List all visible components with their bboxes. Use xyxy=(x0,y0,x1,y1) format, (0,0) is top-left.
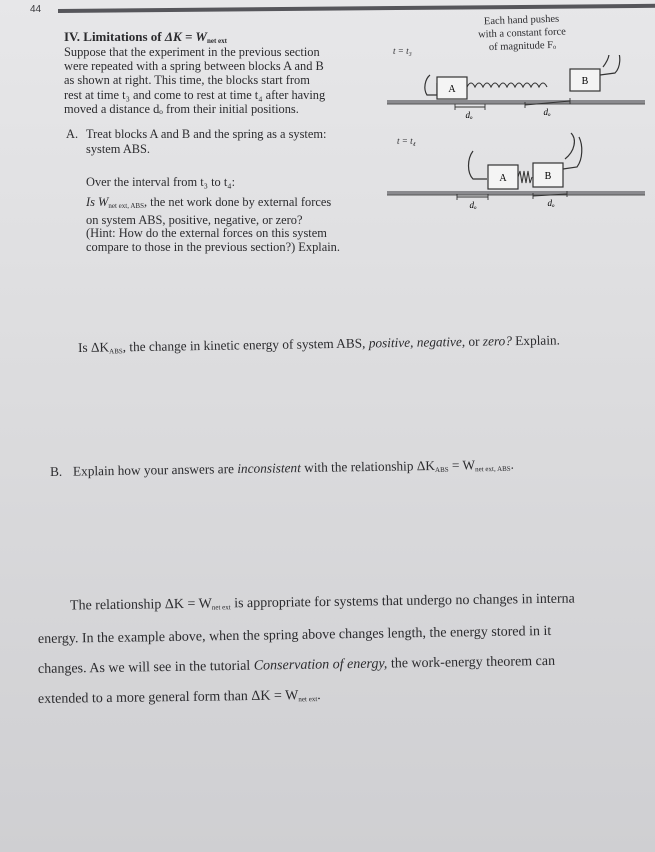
summary-l4-start: extended to a more general form than ΔK = W xyxy=(37,688,299,707)
q1-symbol: Is W xyxy=(86,195,109,209)
intro-line: were repeated with a spring between blocks A and B xyxy=(64,59,324,74)
summary-l3-emph: Conservation of energy, xyxy=(253,656,388,674)
part-b-sub1: ABS xyxy=(434,465,449,474)
intro-line: as shown at right. This time, the blocks start from xyxy=(64,73,310,88)
part-a-line: Treat blocks A and B and the spring as a system: xyxy=(86,127,327,141)
question-kinetic-energy xyxy=(78,332,560,356)
question-line: Is $W_{net ext, ABS}$, the net work done by external forces xyxy=(86,195,332,210)
table-surface-bottom xyxy=(387,191,645,195)
time-label-top: t = t₃ xyxy=(393,46,412,56)
part-b-mid: with the relationship ΔK xyxy=(300,457,436,476)
left-hand-icon xyxy=(425,75,437,95)
block-b-label: B xyxy=(581,76,589,87)
caption-line: Each hand pushes xyxy=(483,13,560,28)
q2-emph: positive, negative, xyxy=(368,333,466,351)
q1-sub: net ext, ABS xyxy=(108,202,144,210)
part-a-line: system ABS. xyxy=(86,141,151,156)
q2-prefix: Is ΔK xyxy=(77,339,110,355)
right-hand-icon xyxy=(600,55,620,75)
block-b-label: B xyxy=(544,171,552,182)
question-line: on system ABS, positive, negative, or zero? xyxy=(86,212,303,227)
distance-label: dₒ xyxy=(465,110,473,120)
summary-l4-sub: net ext xyxy=(298,695,318,704)
part-b-label: B. xyxy=(49,463,63,479)
part-a-prompt xyxy=(86,127,326,156)
top-scene xyxy=(387,55,645,120)
caption-line: of magnitude Fₒ xyxy=(488,39,557,54)
q2-zero: zero? xyxy=(482,333,513,349)
q1-line-0: the net work done by external forces xyxy=(150,195,332,209)
q2-end: Explain. xyxy=(511,332,561,349)
summary-line xyxy=(38,678,575,718)
summary-l3-end: the work-energy theorem can xyxy=(387,653,556,672)
summary-paragraph xyxy=(38,592,575,718)
right-hand-icon xyxy=(563,133,582,169)
section-title-equation: ΔK = W xyxy=(164,29,207,44)
summary-l4-end: . xyxy=(317,688,321,704)
part-b-emph: inconsistent xyxy=(237,460,301,477)
block-a-label: A xyxy=(448,84,456,95)
part-b-start: Explain how your answers are xyxy=(72,461,238,479)
summary-l1-end: is appropriate for systems that undergo no changes in interna xyxy=(230,591,575,612)
q2-sub: ABS xyxy=(109,347,123,356)
question-line: (Hint: How do the external forces on this system xyxy=(86,226,327,241)
intro-line: rest at time t₃ and come to rest at time t₄ after having xyxy=(64,87,326,102)
intro-paragraph xyxy=(64,45,384,116)
table-surface-top xyxy=(387,100,645,104)
interval-statement: Over the interval from t₃ to t₄: xyxy=(86,175,236,189)
left-hand-icon xyxy=(469,151,488,179)
spring-stretched xyxy=(467,83,547,87)
summary-l1-start: The relationship ΔK = W xyxy=(69,596,212,614)
question-line: compare to those in the previous section?) Explain. xyxy=(86,239,340,254)
spring-compressed xyxy=(518,171,532,183)
question-net-work xyxy=(86,196,340,254)
intro-line: moved a distance dₒ from their initial positions. xyxy=(64,101,299,116)
bottom-scene xyxy=(387,133,645,210)
part-b-sub2: net ext, ABS xyxy=(475,464,511,474)
part-a-label: A. xyxy=(66,127,79,141)
section-title-sub: net ext xyxy=(206,37,227,45)
summary-line: energy. In the example above, when the spring above changes length, the energy stored in it xyxy=(37,623,552,647)
q2-or: or xyxy=(464,333,483,349)
time-label-bottom: t = t₄ xyxy=(397,136,416,146)
distance-label: dₒ xyxy=(469,200,477,210)
section-title xyxy=(64,29,227,45)
summary-l1-sub: net ext xyxy=(211,603,231,612)
part-b-question xyxy=(50,457,514,480)
distance-label: dₒ xyxy=(543,107,551,117)
caption-line: with a constant force xyxy=(477,26,567,41)
intro-line: Suppose that the experiment in the previous section xyxy=(64,45,320,59)
distance-label: dₒ xyxy=(547,198,555,208)
spring-blocks-diagram xyxy=(385,55,647,220)
block-a-label: A xyxy=(499,173,507,184)
page-number: 44 xyxy=(30,4,42,15)
part-b-eq: = W xyxy=(448,457,476,473)
q2-middle: , the change in kinetic energy of system ABS, xyxy=(122,335,369,355)
summary-l3-start: changes. As we will see in the tutorial xyxy=(37,658,254,677)
part-b-end: . xyxy=(510,456,515,472)
figure-caption xyxy=(451,12,592,56)
section-title-prefix: IV. Limitations of xyxy=(64,29,165,44)
